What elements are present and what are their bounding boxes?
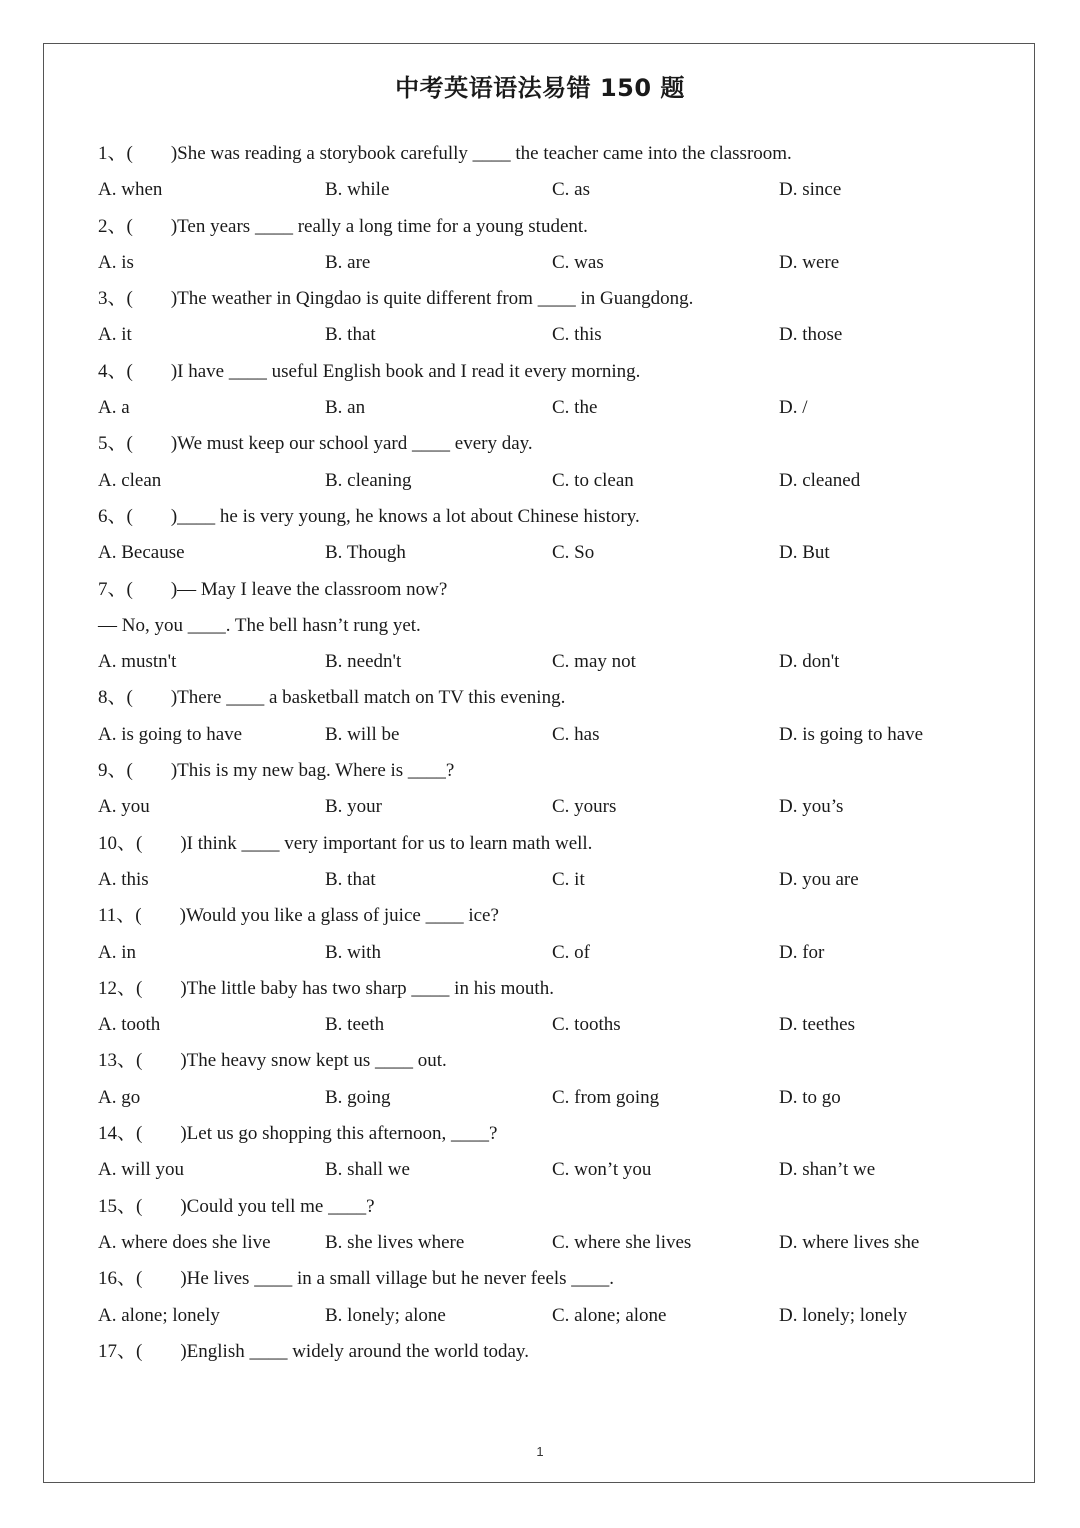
answer-options	[98, 862, 998, 898]
answer-option: D. cleaned	[779, 469, 861, 491]
answer-options	[98, 463, 998, 499]
question-stem	[98, 354, 998, 390]
question-stem	[98, 753, 998, 789]
answer-option: D. those	[779, 324, 843, 346]
answer-option: C. tooths	[552, 1014, 621, 1036]
question-item	[98, 572, 998, 681]
question-stem	[98, 572, 998, 608]
question-item	[98, 1116, 998, 1189]
question-text: Let us go shopping this afternoon, ____?	[186, 1123, 498, 1145]
question-stem	[98, 426, 998, 462]
question-stem	[98, 1043, 998, 1079]
answer-option: C. this	[552, 324, 602, 346]
answer-option: B. will be	[325, 723, 400, 745]
question-number: 7、( )	[98, 578, 178, 600]
answer-option: A. it	[98, 324, 132, 346]
answer-option: B. your	[325, 796, 382, 818]
answer-option: B. with	[325, 941, 381, 963]
answer-option: A. will you	[98, 1159, 185, 1181]
answer-option: C. was	[552, 251, 604, 273]
answer-option: C. from going	[552, 1086, 660, 1108]
answer-option: C. as	[552, 179, 590, 201]
answer-options	[98, 172, 998, 208]
question-item	[98, 971, 998, 1044]
question-stem	[98, 1116, 998, 1152]
question-text: Could you tell me ____?	[186, 1195, 375, 1217]
answer-option: D. shan’t we	[779, 1159, 876, 1181]
question-text: She was reading a storybook carefully ____ the teacher came into the classroom.	[177, 143, 792, 164]
answer-option: B. she lives where	[325, 1231, 465, 1253]
question-item	[98, 426, 998, 499]
question-number: 17、( )	[98, 1340, 187, 1362]
answer-option: B. that	[325, 868, 376, 890]
answer-option: D. But	[779, 542, 830, 564]
question-text: Ten years ____ really a long time for a young student.	[177, 215, 588, 237]
question-text: The little baby has two sharp ____ in his mouth.	[186, 977, 554, 999]
answer-option: B. shall we	[325, 1159, 410, 1181]
question-text: The heavy snow kept us ____ out.	[186, 1050, 447, 1072]
question-text: There ____ a basketball match on TV this evening.	[177, 687, 566, 709]
question-text: This is my new bag. Where is ____?	[177, 760, 455, 782]
answer-option: D. /	[779, 397, 808, 419]
question-stem	[98, 971, 998, 1007]
answer-options	[98, 390, 998, 426]
answer-options	[98, 935, 998, 971]
answer-option: B. an	[325, 397, 366, 419]
question-number: 11、( )	[98, 905, 186, 927]
answer-option: C. the	[552, 397, 598, 419]
question-number: 15、( )	[98, 1195, 187, 1217]
question-number: 9、( )	[98, 760, 178, 782]
answer-option: D. you’s	[779, 796, 844, 818]
question-item	[98, 1189, 998, 1262]
answer-option: A. in	[98, 941, 136, 963]
answer-option: B. teeth	[325, 1014, 385, 1036]
answer-option: A. go	[98, 1086, 141, 1108]
answer-option: B. cleaning	[325, 469, 412, 491]
question-item	[98, 826, 998, 899]
question-item	[98, 499, 998, 572]
question-number: 1、( )	[98, 143, 178, 164]
question-stem	[98, 281, 998, 317]
question-number: 4、( )	[98, 360, 178, 382]
answer-option: B. that	[325, 324, 376, 346]
question-stem	[98, 898, 998, 934]
answer-option: D. don't	[779, 651, 840, 673]
answer-option: C. of	[552, 941, 590, 963]
question-item	[98, 1043, 998, 1116]
answer-option: B. lonely; alone	[325, 1304, 446, 1326]
answer-options	[98, 535, 998, 571]
question-stem	[98, 680, 998, 716]
answer-option: A. Because	[98, 542, 185, 564]
answer-option: A. you	[98, 796, 150, 818]
question-item	[98, 898, 998, 971]
question-text: English ____ widely around the world today.	[186, 1340, 529, 1362]
question-number: 14、( )	[98, 1123, 187, 1145]
answer-option: D. to go	[779, 1086, 841, 1108]
answer-option: A. alone; lonely	[98, 1304, 220, 1326]
question-number: 2、( )	[98, 215, 178, 237]
question-item	[98, 680, 998, 753]
question-number: 13、( )	[98, 1050, 187, 1072]
answer-option: A. this	[98, 868, 149, 890]
question-stem	[98, 1189, 998, 1225]
answer-option: B. while	[325, 179, 390, 201]
answer-options	[98, 1007, 998, 1043]
answer-option: A. mustn't	[98, 651, 177, 673]
question-number: 8、( )	[98, 687, 178, 709]
page-title: 中考英语语法易错 150 题	[395, 74, 685, 102]
answer-option: C. to clean	[552, 469, 634, 491]
answer-option: D. teethes	[779, 1014, 855, 1036]
question-stem	[98, 499, 998, 535]
question-text: Would you like a glass of juice ____ ice?	[185, 905, 499, 927]
question-number: 16、( )	[98, 1268, 187, 1290]
answer-option: C. won’t you	[552, 1159, 652, 1181]
answer-option: C. yours	[552, 796, 617, 818]
answer-options	[98, 1080, 998, 1116]
question-text: The weather in Qingdao is quite different from ____ in Guangdong.	[177, 288, 694, 310]
answer-option: D. for	[779, 941, 825, 963]
answer-options	[98, 789, 998, 825]
answer-option: C. it	[552, 868, 585, 890]
answer-option: A. tooth	[98, 1014, 161, 1036]
question-item	[98, 1261, 998, 1334]
question-dialogue-line: — No, you ____. The bell hasn’t rung yet.	[98, 614, 421, 636]
question-stem	[98, 826, 998, 862]
question-item	[98, 354, 998, 427]
answer-options	[98, 317, 998, 353]
answer-option: C. alone; alone	[552, 1304, 667, 1326]
question-number: 12、( )	[98, 977, 187, 999]
answer-option: A. is	[98, 251, 134, 273]
question-item	[98, 209, 998, 282]
answer-option: B. needn't	[325, 651, 402, 673]
answer-option: A. a	[98, 397, 130, 419]
answer-option: C. where she lives	[552, 1231, 692, 1253]
question-stem	[98, 209, 998, 245]
answer-options	[98, 717, 998, 753]
question-number: 6、( )	[98, 505, 178, 527]
answer-option: D. since	[779, 179, 842, 201]
question-text: — May I leave the classroom now?	[177, 578, 448, 600]
question-text: I think ____ very important for us to learn math well.	[186, 832, 593, 854]
answer-option: B. going	[325, 1086, 391, 1108]
answer-option: A. where does she live	[98, 1231, 271, 1253]
answer-option: A. when	[98, 179, 163, 201]
question-text: ____ he is very young, he knows a lot about Chinese history.	[177, 505, 640, 527]
question-stem	[98, 1261, 998, 1297]
answer-option: D. you are	[779, 868, 859, 890]
question-text: I have ____ useful English book and I read it every morning.	[177, 360, 641, 382]
answer-option: D. lonely; lonely	[779, 1304, 908, 1326]
page-number: 1	[536, 1444, 544, 1459]
question-stem	[98, 136, 998, 172]
answer-option: B. are	[325, 251, 371, 273]
question-list	[98, 136, 998, 1370]
answer-option: A. is going to have	[98, 723, 243, 745]
answer-options	[98, 644, 998, 680]
question-text: He lives ____ in a small village but he never feels ____.	[186, 1268, 615, 1290]
answer-options	[98, 1225, 998, 1261]
question-text: We must keep our school yard ____ every day.	[177, 433, 533, 455]
answer-option: B. Though	[325, 542, 406, 564]
answer-option: D. where lives she	[779, 1231, 920, 1253]
question-number: 3、( )	[98, 288, 178, 310]
question-number: 5、( )	[98, 433, 178, 455]
answer-option: D. were	[779, 251, 840, 273]
question-item	[98, 753, 998, 826]
answer-options	[98, 245, 998, 281]
answer-option: A. clean	[98, 469, 162, 491]
answer-options	[98, 1152, 998, 1188]
question-item	[98, 1334, 998, 1370]
answer-options	[98, 1298, 998, 1334]
question-item	[98, 281, 998, 354]
answer-option: D. is going to have	[779, 723, 924, 745]
question-stem	[98, 1334, 998, 1370]
answer-option: C. has	[552, 723, 600, 745]
answer-option: C. may not	[552, 651, 636, 673]
question-item	[98, 136, 998, 209]
question-number: 10、( )	[98, 832, 187, 854]
answer-option: C. So	[552, 542, 595, 564]
